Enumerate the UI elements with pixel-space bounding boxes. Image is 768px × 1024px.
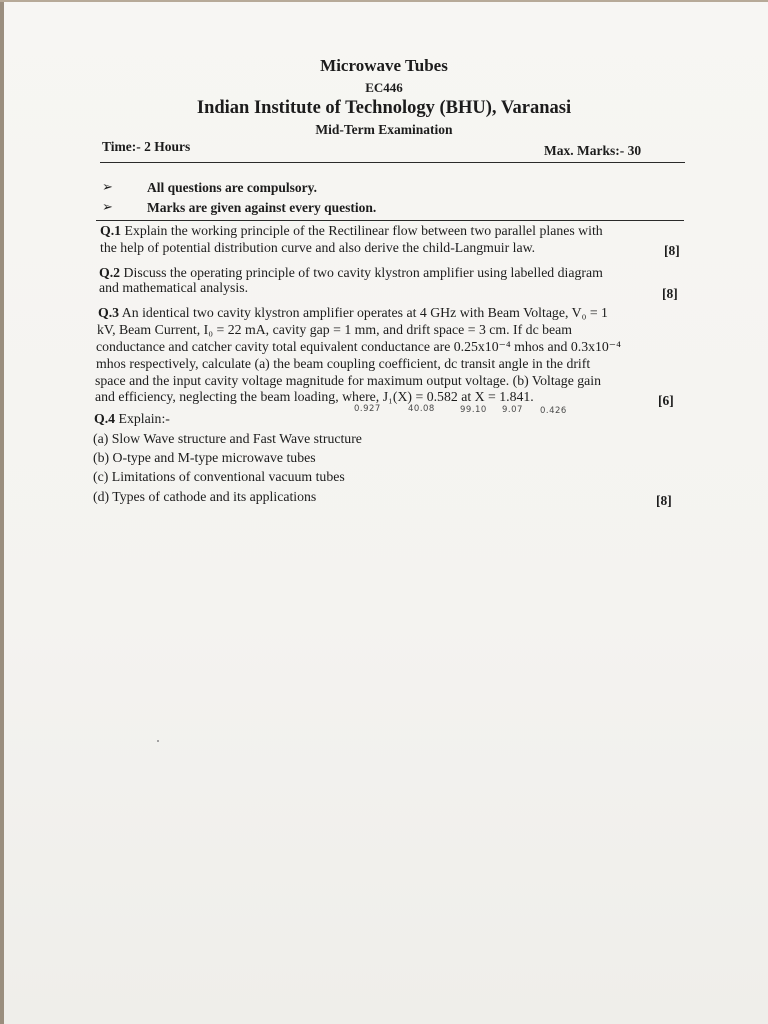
handwritten-note: 99.10: [460, 405, 487, 415]
paper-speck: [157, 740, 159, 742]
exam-name: Mid-Term Examination: [315, 122, 453, 137]
exam-duration: Time:- 2 Hours: [102, 139, 191, 154]
question-4-item: (d) Types of cathode and its applications: [93, 489, 317, 504]
handwritten-note: 0.927: [354, 404, 381, 414]
question-text: Discuss the operating principle of two cavity klystron amplifier using labelled diagram: [120, 265, 603, 280]
question-3-line: [98, 305, 608, 321]
question-2-marks: [8]: [662, 286, 678, 301]
paper-edge-left: [0, 0, 4, 1024]
question-number: Q.1: [100, 223, 122, 238]
question-text: Explain the working principle of the Rectilinear flow between two parallel planes with: [121, 223, 603, 238]
handwritten-note: 9.07: [502, 405, 523, 415]
instructions-divider: [96, 220, 684, 221]
paper-edge-top: [0, 0, 768, 2]
handwritten-note: 0.426: [540, 406, 567, 416]
question-number: Q.4: [94, 411, 116, 426]
question-4-marks: [8]: [656, 493, 672, 508]
question-3-line: mhos respectively, calculate (a) the beam coupling coefficient, dc transit angle in the drift: [96, 356, 591, 371]
course-code: EC446: [365, 80, 403, 95]
question-3-marks: [6]: [658, 393, 674, 408]
question-3-line: conductance and catcher cavity total equivalent conductance are 0.25x10⁻⁴ mhos and 0.3x10⁻⁴: [96, 339, 621, 354]
question-number: Q.2: [99, 265, 121, 280]
institute-name: Indian Institute of Technology (BHU), Varanasi: [196, 98, 572, 118]
question-3-line: kV, Beam Current, I₀ = 22 mA, cavity gap = 1 mm, and drift space = 3 cm. If dc beam: [97, 322, 573, 337]
question-4-line: [94, 411, 170, 427]
header-divider: [100, 162, 685, 163]
question-1-line: [100, 223, 603, 239]
question-1-line: the help of potential distribution curve and also derive the child-Langmuir law.: [100, 240, 536, 255]
question-number: Q.3: [98, 305, 120, 320]
max-marks: Max. Marks:- 30: [544, 143, 642, 158]
handwritten-note: 40.08: [408, 404, 435, 414]
question-text: An identical two cavity klystron amplifier operates at 4 GHz with Beam Voltage, V₀ = 1: [119, 305, 608, 320]
instruction-bullet-icon: ➢: [102, 179, 113, 194]
instruction-bullet-icon: ➢: [102, 199, 113, 214]
instruction-item: Marks are given against every question.: [147, 200, 377, 215]
question-2-line: [99, 265, 603, 281]
question-4-item: (a) Slow Wave structure and Fast Wave structure: [93, 431, 362, 446]
question-text: Explain:-: [115, 411, 170, 426]
question-3-line: and efficiency, neglecting the beam loading, where, J₁(X) = 0.582 at X = 1.841.: [95, 389, 534, 404]
question-2-line: and mathematical analysis.: [99, 280, 249, 295]
question-4-item: (b) O-type and M-type microwave tubes: [93, 450, 316, 465]
question-1-marks: [8]: [664, 243, 680, 258]
instruction-item: All questions are compulsory.: [147, 180, 318, 195]
question-4-item: (c) Limitations of conventional vacuum tubes: [93, 469, 345, 484]
question-3-line: space and the input cavity voltage magnitude for maximum output voltage. (b) Voltage gain: [95, 373, 602, 388]
course-title: Microwave Tubes: [320, 56, 448, 75]
